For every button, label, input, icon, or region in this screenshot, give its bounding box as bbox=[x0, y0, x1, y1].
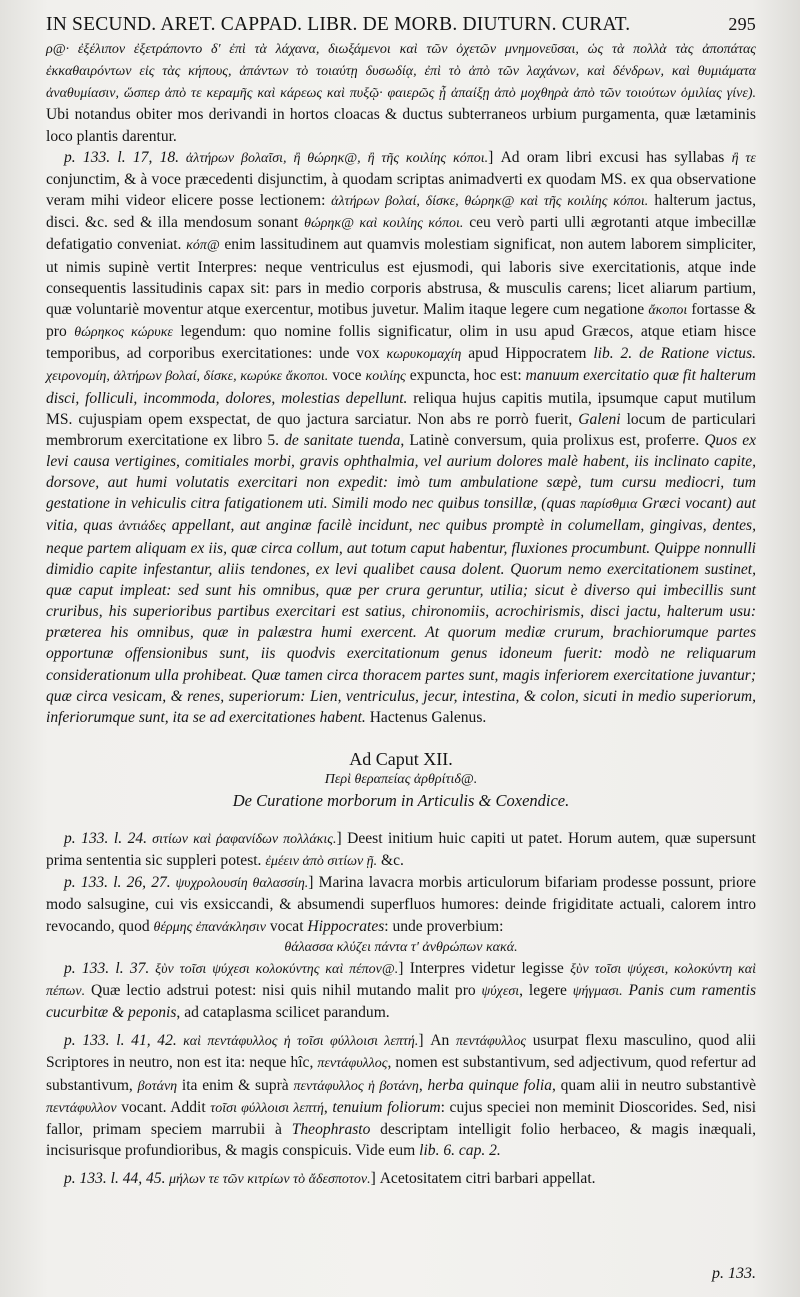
latin-text: enim lassitudinem aut quamvis molestiam significat, non autem laborem simpliciter, ut nimis supinè vertit Interpres: neque ventriculus est ejusmodi, qui laboris sive exercitationis, atque inde consequentis lassitudinis capax sit: pars in medio corporis abstrusa, & musculis carens; licet aliarum partium, quæ voluntariè moventur atque exercentur, motibus juvetur. Malim itaque legere cum negatione bbox=[46, 236, 757, 318]
italic-citation: lib. 2. de Ratione victus. bbox=[593, 345, 757, 363]
paragraph bbox=[46, 872, 756, 937]
spacer bbox=[46, 1023, 756, 1030]
greek-word: κοιλίης bbox=[365, 369, 406, 385]
greek-word: πεντάφυλλος ἡ βοτάνη bbox=[293, 1078, 419, 1094]
latin-text: ] Interpres videtur legisse bbox=[398, 959, 571, 977]
latin-text: : cujus speciei non meminit Dioscorides. Sed, nisi fallor, primam speciem marrubii à bbox=[46, 1098, 757, 1138]
latin-text: locum de particulari membrorum exercitatione ex libro 5. bbox=[46, 410, 756, 449]
latin-text: apud Hippocratem bbox=[461, 345, 594, 363]
greek-proverb: θάλασσα κλύζει πάντα τ' ἀνθρώπων κακά. bbox=[284, 939, 518, 955]
greek-word: κόπ@ bbox=[186, 238, 220, 254]
latin-text: , quam alii in neutro substantivè bbox=[551, 1076, 756, 1094]
line-reference: p. 133. l. 44, 45. bbox=[64, 1170, 166, 1188]
latin-text: ] Marina lavacra morbis articulorum bifariam prodesse possunt, priore modo salsugine, cui vis exsiccandi, & absumendi superfluos humores: deinde frigiditate actuali, calorem intro revocando, quod bbox=[46, 874, 756, 935]
italic-translation: tenuium foliorum bbox=[332, 1098, 441, 1116]
latin-text: , legere bbox=[519, 981, 573, 999]
galen-quotation: appellant, aut anginæ facilè incidunt, nec quibus promptè in columellam, gingivas, dentes, neque partem aliquam ex iis, quæ circa collum, aut totum caput habentur, fluxiones procumbunt. Quippe nonnulli dimidio capite infestantur, aliis tendones, ex levi qualibet causa dolent. Quorum nemo exercitationem sustinet, quæ caput impleat: sed sunt his omnibus, quæ per crura geruntur, utilia; sicut è diverso qui imbecillis sunt cruribus, his superioribus partibus exercitari est satius, chironomiis, acrochirismis, disci jactu, halterum usu: præterea his omnibus, quæ in palæstra humi exercent. At quorum mediæ crurum, brachiorumque partes opportunæ offensionibus sunt, iis quodvis exercitationum genus idoneum fuerit: modò ne reliquarum considerationum ulla prohibeat. Quæ tamen circa thoracem partes sunt, magis inferiorem exercitatione juvantur; quæ circa vesicam, & renes, superiorum: Lien, ventriculus, jecur, intestina, & colon, sicuti in medio superiorum, inferiorumque sunt, ita se ad exercitationes habent. bbox=[46, 517, 756, 726]
chapter-heading: Ad Caput XII. bbox=[349, 749, 453, 769]
latin-text: conjunctim, & à voce præcedenti disjunctim, à quodam scriptas animadverti ex quodam MS. ex qua observatione veram mihi videor elicere posse lectionem: bbox=[46, 170, 756, 210]
latin-text: reliqua hujus capitis mutila, ipsumque caput mutilum MS. cujuspiam opem exspectat, de quo jactura sarciatur. Non abs re porrò fuerit, bbox=[46, 389, 756, 428]
greek-word: ἢ τε bbox=[731, 150, 756, 166]
greek-lemma: ψυχρολουσίη θαλασσίη. bbox=[170, 876, 309, 892]
greek-word: ἐμέειν ἀπὸ σιτίων ῇ. bbox=[265, 854, 378, 870]
latin-text: &c. bbox=[377, 852, 404, 870]
latin-text: ] Acetositatem citri barbari appellat. bbox=[370, 1170, 596, 1188]
greek-word: ἀλτήρων βολαί, δίσκε, θώρηκ@ καὶ τῆς κοιλίης κόποι. bbox=[325, 194, 649, 210]
paragraph bbox=[46, 147, 756, 728]
latin-text: : unde proverbium: bbox=[384, 917, 504, 935]
greek-lemma: μήλων τε τῶν κιτρίων τὸ ἄδεσποτον. bbox=[165, 1172, 371, 1188]
greek-word: πεντάφυλλος bbox=[317, 1056, 388, 1072]
greek-lemma: σιτίων καὶ ῥαφανίδων πολλάκις. bbox=[147, 832, 337, 847]
line-reference: p. 133. l. 37. bbox=[64, 959, 150, 977]
greek-word: θέρμης ἐπανάκλησιν bbox=[153, 919, 266, 935]
greek-word: ψήγμασι. bbox=[572, 983, 623, 999]
italic-citation: de sanitate tuenda bbox=[284, 431, 401, 449]
line-reference: p. 133. l. 26, 27. bbox=[64, 874, 171, 892]
latin-text: legendum: quo nomine follis significatur, olim in usu apud Græcos, atque etiam hisce temporibus, ad corporibus exercitationes: unde vox bbox=[46, 323, 756, 363]
greek-word: κωρυκομαχίη bbox=[386, 347, 462, 363]
greek-word: παρίσθμια bbox=[580, 497, 638, 513]
paragraph bbox=[46, 1030, 756, 1161]
paragraph bbox=[46, 958, 756, 1023]
page-number: 295 bbox=[728, 14, 756, 34]
greek-word: θώρηκ@ καὶ κοιλίης κόποι. bbox=[304, 216, 464, 232]
greek-word: βοτάνη bbox=[137, 1078, 178, 1094]
chapter-subtitle: De Curatione morborum in Articulis & Coxendice. bbox=[232, 791, 570, 810]
greek-word: πεντάφυλλος bbox=[455, 1034, 527, 1050]
latin-text: vocant. Addit bbox=[116, 1098, 211, 1116]
greek-lemma: καὶ πεντάφυλλος ἡ τοῖσι φύλλοισι λεπτή. bbox=[176, 1034, 419, 1050]
latin-text: ceu verò parti ulli ægrotanti atque imbecillæ defatigatio conveniat. bbox=[46, 214, 756, 254]
greek-lemma: ἀλτήρων βολαῖσι, ἢ θώρηκ@, ἢ τῆς κοιλίης κόποι. bbox=[179, 150, 489, 166]
italic-citation: lib. 6. cap. 2. bbox=[419, 1142, 501, 1160]
greek-word: πεντάφυλλον bbox=[46, 1100, 117, 1116]
greek-quotation: ρ@· ἐξέλιπον ἐξετράποντο δ' ἐπὶ τὰ λάχανα, διωξάμενοι καὶ τῶν ὀχετῶν μνημονεῦσαι, ὡς τὰ πολλὰ τὰς ἀποπάτας ἐκκαθαιρόντων εἰς τὰς κήπους, ἀπάντων τὸ τοιαύτῃ δυσωδίᾳ, ἐπὶ τὸ ἀπὸ τῶν λαχάνων, καὶ δένδρων, καὶ θυμιάματα ἀναθυμίασιν, ὥσπερ ἀπὸ τε κεραμῆς καὶ κάρεως καὶ πυξῷ· φαιερῶς ᾗ ἀπαίξῃ ἀπὸ μοχθηρὰ ἀπὸ τῶν τοιούτων ὁμιλίας γίνε). bbox=[46, 42, 756, 102]
paragraph bbox=[46, 38, 756, 147]
line-reference: p. 133. l. 41, 42. bbox=[64, 1032, 177, 1050]
galen-quotation: Quos ex levi causa vertigines, comitiales morbi, gravis ophthalmia, vel aurium dolores malè habent, iis inclinato capite, dorsove, aut humi volutatis exercitari non expedit: imò tum ambulatione sæpè, tum cursu mediocri, tum gestatione in vehiculis citra fatigationem uti. Simili modo nec quibus tonsillæ, (quas bbox=[46, 431, 757, 513]
latin-text: , Latinè conversum, quia prolixus est, proferre. bbox=[400, 431, 705, 449]
italic-translation: Panis cum ramentis cucurbitæ & peponis bbox=[46, 981, 756, 1022]
greek-word: τοῖσι φύλλοισι λεπτή bbox=[210, 1100, 324, 1116]
latin-text: ] Ad oram libri excusi has syllabas bbox=[488, 148, 732, 166]
running-title: IN SECUND. ARET. CAPPAD. LIBR. DE MORB. DIUTURN. CURAT. bbox=[46, 14, 631, 35]
latin-text: vocat bbox=[265, 917, 308, 935]
italic-name: Hippocrates bbox=[307, 917, 385, 935]
spacer bbox=[46, 1161, 756, 1168]
italic-translation: herba quinque folia bbox=[427, 1076, 552, 1094]
greek-word: χειρονομίη, ἀλτήρων βολαί, δίσκε, κωρύκε ἄκοποι. bbox=[46, 369, 329, 385]
greek-word: θώρηκος κώρυκε bbox=[74, 325, 173, 341]
italic-name: Galeni bbox=[578, 410, 621, 428]
latin-text: , nomen est substantivum, sed adjectivum, quod refertur ad substantivum, bbox=[46, 1054, 756, 1094]
greek-word: ἄκοποι bbox=[648, 302, 688, 318]
latin-text: ] Deest initium huic capiti ut patet. Horum autem, quæ supersunt prima sententia sic suppleri potest. bbox=[46, 830, 756, 870]
latin-text: voce bbox=[328, 367, 366, 385]
greek-word: ξὺν τοῖσι ψύχεσι, κολοκύντη καὶ πέπων. bbox=[46, 961, 757, 999]
main-text bbox=[46, 38, 756, 1190]
latin-text: descriptam intelligit folio herbaceo, & magis inæquali, incisurisque profundioribus, & magis conspicuis. Vide eum bbox=[46, 1120, 756, 1160]
italic-name: Theophrasto bbox=[291, 1120, 371, 1138]
latin-text: fortasse & pro bbox=[46, 300, 757, 341]
running-head bbox=[46, 14, 756, 36]
greek-lemma: ξὺν τοῖσι ψύχεσι κολοκύντης καὶ πέπον@. bbox=[149, 961, 399, 977]
latin-text: , bbox=[323, 1098, 333, 1116]
paragraph bbox=[46, 1168, 756, 1190]
galen-quotation: Græci vocant) aut vitia, quas bbox=[46, 495, 756, 535]
latin-text: ] An bbox=[418, 1032, 456, 1050]
latin-text: , ad cataplasma scilicet parandum. bbox=[176, 1004, 390, 1022]
paragraph bbox=[46, 828, 756, 872]
line-reference: p. 133. l. 17, 18. bbox=[64, 148, 180, 166]
chapter-greek-title: Περὶ θεραπείας ἀρθρίτιδ@. bbox=[324, 772, 478, 787]
greek-word: ἀντιάδες bbox=[118, 519, 166, 535]
line-reference: p. 133. l. 24. bbox=[64, 830, 148, 847]
latin-text: expuncta, hoc est: bbox=[405, 367, 526, 385]
latin-text: ita enim & suprà bbox=[177, 1076, 294, 1094]
greek-word: ψύχεσι bbox=[481, 983, 520, 999]
latin-text: Quæ lectio adstrui potest: nisi quis nihil mutando malit pro bbox=[85, 981, 482, 999]
latin-text: Hactenus Galenus. bbox=[365, 708, 487, 726]
italic-translation: manuum exercitatio quæ fit halterum disci, folliculi, incommoda, dolores, molestias depellunt. bbox=[46, 367, 756, 407]
latin-text: usurpat flexu masculino, quod alii Scriptores in neutro, non est ita: neque hîc, bbox=[46, 1032, 757, 1072]
latin-text: halterum jactus, disci. &c. sed & illa mendosum sonant bbox=[46, 192, 756, 232]
latin-text: Ubi notandus obiter mos derivandi in hortos cloacas & ductus subterraneos urbium purgamenta, quæ lætaminis loco plantis darentur. bbox=[46, 106, 756, 145]
catchword: p. 133. bbox=[712, 1265, 756, 1282]
latin-text: , bbox=[418, 1076, 428, 1094]
